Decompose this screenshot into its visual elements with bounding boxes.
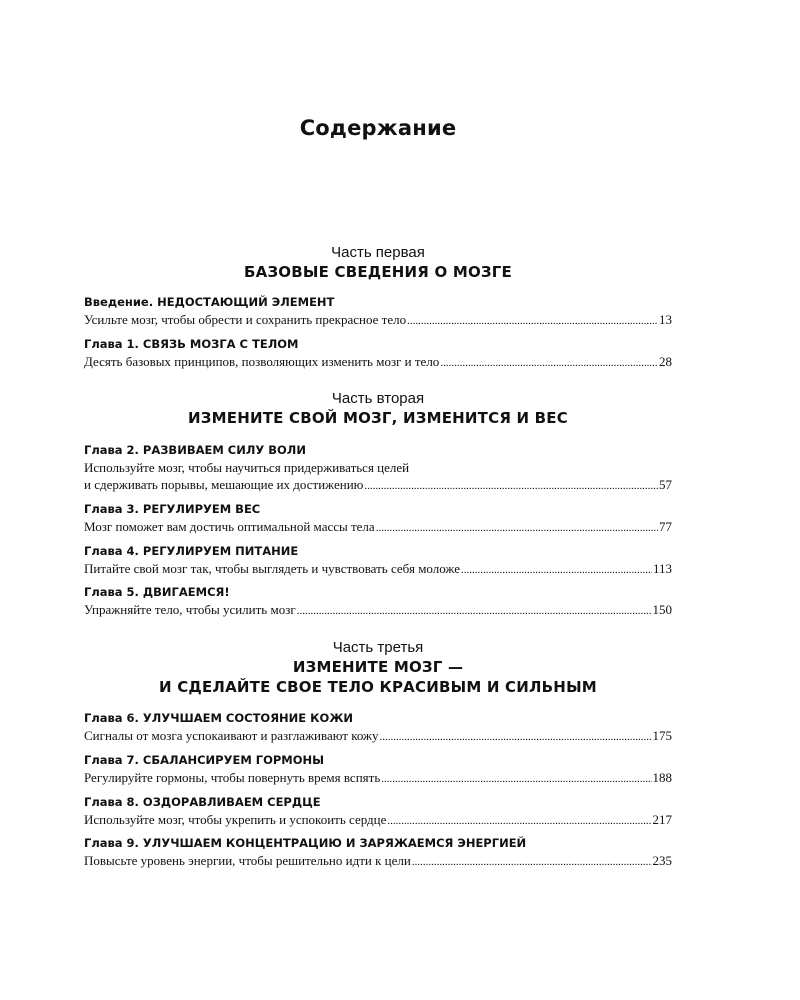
part-3-label: Часть третья [332,639,424,656]
chapter-title: Введение. НЕДОСТАЮЩИЙ ЭЛЕМЕНТ [84,295,335,309]
toc-entry-chapter-7[interactable] [84,752,672,788]
dot-leader [461,562,652,579]
part-2-label: Часть вторая [331,390,425,407]
chapter-description: Регулируйте гормоны, чтобы повернуть время вспять [84,770,381,785]
page-number: 28 [659,354,672,369]
toc-entry-chapter-2[interactable] [84,442,672,495]
chapter-description-line [84,518,672,537]
chapter-description-line [84,353,672,372]
chapter-description: Упражняйте тело, чтобы усилить мозг [84,602,296,617]
part-1-label: Часть первая [331,244,425,261]
chapter-description: Повысьте уровень энергии, чтобы решительно идти к цели [84,853,411,868]
chapter-description-line [84,560,672,579]
toc-entry-chapter-8[interactable] [84,794,672,830]
chapter-description-line [84,769,672,788]
part-3-heading-line-2: И СДЕЛАЙТЕ СВОЕ ТЕЛО КРАСИВЫМ И СИЛЬНЫМ [159,678,597,696]
page-number: 217 [652,812,672,827]
chapter-description-line [84,601,672,620]
chapter-description: и сдерживать порывы, мешающие их достижению [84,477,364,492]
page-title: Содержание [299,116,457,140]
chapter-description: Мозг поможет вам достичь оптимальной массы тела [84,519,375,534]
chapter-description-line [84,459,672,476]
dot-leader [380,729,652,746]
page-number: 113 [652,561,672,576]
toc-entry-chapter-1[interactable] [84,336,672,372]
chapter-description: Сигналы от мозга успокаивают и разглаживают кожу [84,728,379,743]
toc-entry-chapter-3[interactable] [84,501,672,537]
part-3-heading-line-1: ИЗМЕНИТЕ МОЗГ — [292,658,464,676]
chapter-title: Глава 6. УЛУЧШАЕМ СОСТОЯНИЕ КОЖИ [84,711,354,725]
chapter-description: Питайте свой мозг так, чтобы выглядеть и чувствовать себя моложе [84,561,460,576]
chapter-description-line [84,811,672,830]
page-number: 188 [652,770,672,785]
dot-leader [376,520,658,537]
chapter-description: Используйте мозг, чтобы укрепить и успокоить сердце [84,812,387,827]
chapter-description-line [84,852,672,871]
page-number: 13 [659,312,672,327]
toc-entry-chapter-9[interactable] [84,835,672,871]
chapter-title: Глава 3. РЕГУЛИРУЕМ ВЕС [84,502,261,516]
dot-leader [381,771,651,788]
chapter-description-first: Используйте мозг, чтобы научиться придерживаться целей [84,460,410,475]
toc-entry-intro[interactable] [84,294,672,330]
chapter-description-line [84,311,672,330]
page-number: 77 [659,519,672,534]
toc-entry-chapter-6[interactable] [84,710,672,746]
chapter-description: Десять базовых принципов, позволяющих изменить мозг и тело [84,354,440,369]
chapter-title: Глава 1. СВЯЗЬ МОЗГА С ТЕЛОМ [84,337,299,351]
chapter-description: Усильте мозг, чтобы обрести и сохранить прекрасное тело [84,312,407,327]
chapter-title: Глава 9. УЛУЧШАЕМ КОНЦЕНТРАЦИЮ И ЗАРЯЖАЕМСЯ ЭНЕРГИЕЙ [84,836,527,850]
part-1-heading: БАЗОВЫЕ СВЕДЕНИЯ О МОЗГЕ [244,263,512,281]
chapter-title: Глава 8. ОЗДОРАВЛИВАЕМ СЕРДЦЕ [84,795,321,809]
page-number: 175 [652,728,672,743]
dot-leader [297,603,652,620]
page-number: 57 [659,477,672,492]
dot-leader [387,813,651,830]
chapter-title: Глава 4. РЕГУЛИРУЕМ ПИТАНИЕ [84,544,299,558]
part-2-heading: ИЗМЕНИТЕ СВОЙ МОЗГ, ИЗМЕНИТСЯ И ВЕС [188,409,568,427]
dot-leader [407,313,658,330]
chapter-description-line [84,476,672,495]
chapter-title: Глава 2. РАЗВИВАЕМ СИЛУ ВОЛИ [84,443,306,457]
dot-leader [440,355,658,372]
chapter-title: Глава 7. СБАЛАНСИРУЕМ ГОРМОНЫ [84,753,325,767]
chapter-title: Глава 5. ДВИГАЕМСЯ! [84,585,230,599]
dot-leader [412,854,652,871]
toc-entry-chapter-5[interactable] [84,584,672,620]
page-number: 235 [652,853,672,868]
toc-entry-chapter-4[interactable] [84,543,672,579]
chapter-description-line [84,727,672,746]
page-number: 150 [652,602,672,617]
dot-leader [364,478,658,495]
